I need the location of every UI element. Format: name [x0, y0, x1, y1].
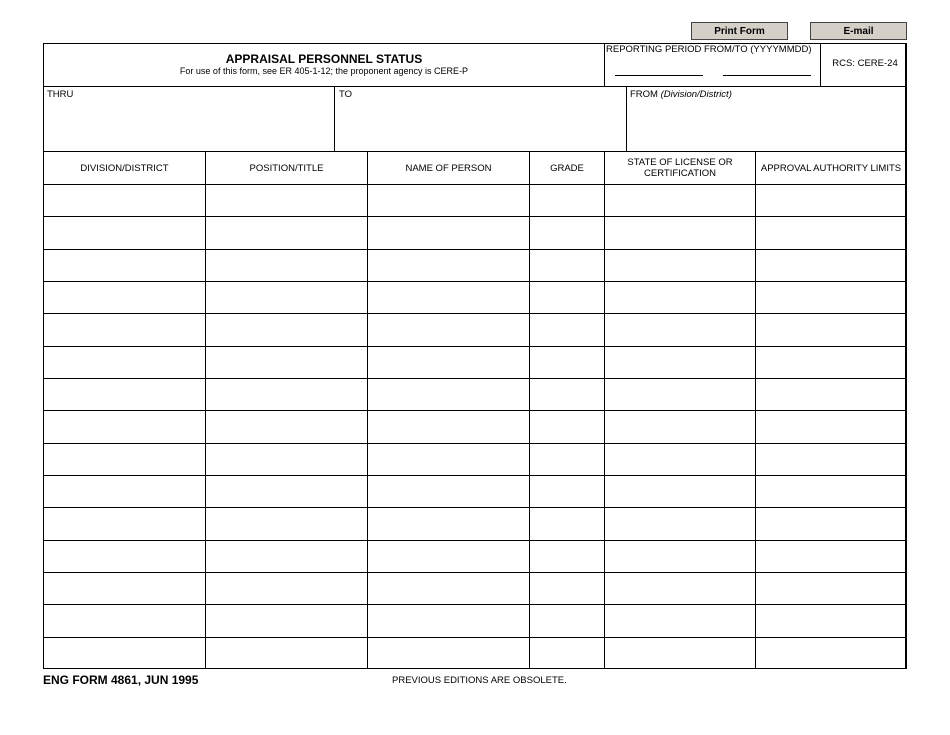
rcs-code: RCS: CERE-24	[832, 58, 898, 69]
form-subtitle: For use of this form, see ER 405-1-12; the proponent agency is CERE-P	[179, 66, 469, 76]
cell-position-title[interactable]	[206, 541, 367, 572]
cell-position-title[interactable]	[206, 573, 367, 604]
thru-field[interactable]	[44, 100, 334, 150]
cell-division-district[interactable]	[44, 314, 205, 345]
from-field[interactable]	[627, 100, 906, 150]
cell-position-title[interactable]	[206, 185, 367, 216]
cell-state-license[interactable]	[605, 638, 755, 669]
cell-position-title[interactable]	[206, 347, 367, 378]
period-from-field[interactable]	[615, 75, 703, 76]
cell-state-license[interactable]	[605, 573, 755, 604]
cell-name-of-person[interactable]	[368, 347, 529, 378]
cell-position-title[interactable]	[206, 476, 367, 507]
form-title: APPRAISAL PERSONNEL STATUS	[225, 52, 423, 66]
cell-division-district[interactable]	[44, 476, 205, 507]
thru-label: THRU	[47, 89, 74, 100]
cell-approval-limits[interactable]	[756, 282, 905, 313]
cell-approval-limits[interactable]	[756, 638, 905, 669]
cell-grade[interactable]	[530, 541, 604, 572]
cell-division-district[interactable]	[44, 508, 205, 539]
cell-approval-limits[interactable]	[756, 541, 905, 572]
cell-state-license[interactable]	[605, 282, 755, 313]
cell-name-of-person[interactable]	[368, 411, 529, 442]
cell-name-of-person[interactable]	[368, 638, 529, 669]
cell-division-district[interactable]	[44, 379, 205, 410]
cell-name-of-person[interactable]	[368, 444, 529, 475]
cell-name-of-person[interactable]	[368, 573, 529, 604]
from-label: FROM (Division/District)	[630, 89, 732, 100]
cell-position-title[interactable]	[206, 282, 367, 313]
cell-name-of-person[interactable]	[368, 282, 529, 313]
cell-name-of-person[interactable]	[368, 476, 529, 507]
cell-position-title[interactable]	[206, 250, 367, 281]
col-grade: GRADE	[550, 162, 584, 174]
period-to-field[interactable]	[723, 75, 811, 76]
cell-grade[interactable]	[530, 282, 604, 313]
cell-grade[interactable]	[530, 638, 604, 669]
cell-approval-limits[interactable]	[756, 314, 905, 345]
cell-grade[interactable]	[530, 605, 604, 636]
cell-grade[interactable]	[530, 250, 604, 281]
appraisal-form	[43, 43, 907, 669]
cell-division-district[interactable]	[44, 411, 205, 442]
print-form-button[interactable]: Print Form	[691, 22, 788, 40]
cell-name-of-person[interactable]	[368, 250, 529, 281]
cell-state-license[interactable]	[605, 347, 755, 378]
cell-division-district[interactable]	[44, 185, 205, 216]
cell-approval-limits[interactable]	[756, 185, 905, 216]
cell-approval-limits[interactable]	[756, 605, 905, 636]
cell-division-district[interactable]	[44, 541, 205, 572]
cell-state-license[interactable]	[605, 185, 755, 216]
cell-approval-limits[interactable]	[756, 508, 905, 539]
form-number: ENG FORM 4861, JUN 1995	[43, 673, 199, 687]
cell-state-license[interactable]	[605, 314, 755, 345]
cell-position-title[interactable]	[206, 508, 367, 539]
cell-division-district[interactable]	[44, 347, 205, 378]
cell-position-title[interactable]	[206, 444, 367, 475]
cell-grade[interactable]	[530, 411, 604, 442]
cell-state-license[interactable]	[605, 541, 755, 572]
obsolete-notice: PREVIOUS EDITIONS ARE OBSOLETE.	[392, 675, 567, 686]
email-button[interactable]: E-mail	[810, 22, 907, 40]
cell-approval-limits[interactable]	[756, 347, 905, 378]
cell-state-license[interactable]	[605, 605, 755, 636]
cell-grade[interactable]	[530, 314, 604, 345]
cell-approval-limits[interactable]	[756, 444, 905, 475]
cell-name-of-person[interactable]	[368, 508, 529, 539]
cell-position-title[interactable]	[206, 314, 367, 345]
cell-name-of-person[interactable]	[368, 379, 529, 410]
cell-name-of-person[interactable]	[368, 541, 529, 572]
cell-state-license[interactable]	[605, 444, 755, 475]
cell-grade[interactable]	[530, 444, 604, 475]
cell-position-title[interactable]	[206, 379, 367, 410]
from-hint: (Division/District)	[660, 89, 732, 100]
cell-state-license[interactable]	[605, 476, 755, 507]
cell-position-title[interactable]	[206, 217, 367, 248]
cell-grade[interactable]	[530, 185, 604, 216]
cell-position-title[interactable]	[206, 638, 367, 669]
cell-division-district[interactable]	[44, 282, 205, 313]
cell-name-of-person[interactable]	[368, 185, 529, 216]
to-label: TO	[339, 89, 353, 100]
cell-division-district[interactable]	[44, 250, 205, 281]
col-position-title: POSITION/TITLE	[249, 162, 324, 174]
col-state-license: STATE OF LICENSE OR CERTIFICATION	[627, 157, 733, 179]
cell-approval-limits[interactable]	[756, 573, 905, 604]
cell-position-title[interactable]	[206, 605, 367, 636]
cell-grade[interactable]	[530, 508, 604, 539]
cell-state-license[interactable]	[605, 250, 755, 281]
cell-division-district[interactable]	[44, 605, 205, 636]
cell-grade[interactable]	[530, 573, 604, 604]
col-name-of-person: NAME OF PERSON	[405, 162, 492, 174]
reporting-period-label: REPORTING PERIOD FROM/TO (YYYYMMDD)	[606, 44, 812, 55]
to-field[interactable]	[335, 100, 626, 150]
cell-state-license[interactable]	[605, 411, 755, 442]
cell-position-title[interactable]	[206, 411, 367, 442]
cell-grade[interactable]	[530, 379, 604, 410]
cell-approval-limits[interactable]	[756, 476, 905, 507]
cell-approval-limits[interactable]	[756, 411, 905, 442]
cell-division-district[interactable]	[44, 444, 205, 475]
cell-division-district[interactable]	[44, 217, 205, 248]
col-division-district: DIVISION/DISTRICT	[80, 162, 169, 174]
cell-division-district[interactable]	[44, 573, 205, 604]
cell-approval-limits[interactable]	[756, 250, 905, 281]
cell-name-of-person[interactable]	[368, 314, 529, 345]
cell-name-of-person[interactable]	[368, 217, 529, 248]
cell-approval-limits[interactable]	[756, 379, 905, 410]
cell-grade[interactable]	[530, 476, 604, 507]
cell-state-license[interactable]	[605, 508, 755, 539]
cell-division-district[interactable]	[44, 638, 205, 669]
col-approval-limits: APPROVAL AUTHORITY LIMITS	[760, 162, 902, 174]
cell-grade[interactable]	[530, 217, 604, 248]
cell-approval-limits[interactable]	[756, 217, 905, 248]
cell-state-license[interactable]	[605, 379, 755, 410]
cell-state-license[interactable]	[605, 217, 755, 248]
cell-grade[interactable]	[530, 347, 604, 378]
cell-name-of-person[interactable]	[368, 605, 529, 636]
